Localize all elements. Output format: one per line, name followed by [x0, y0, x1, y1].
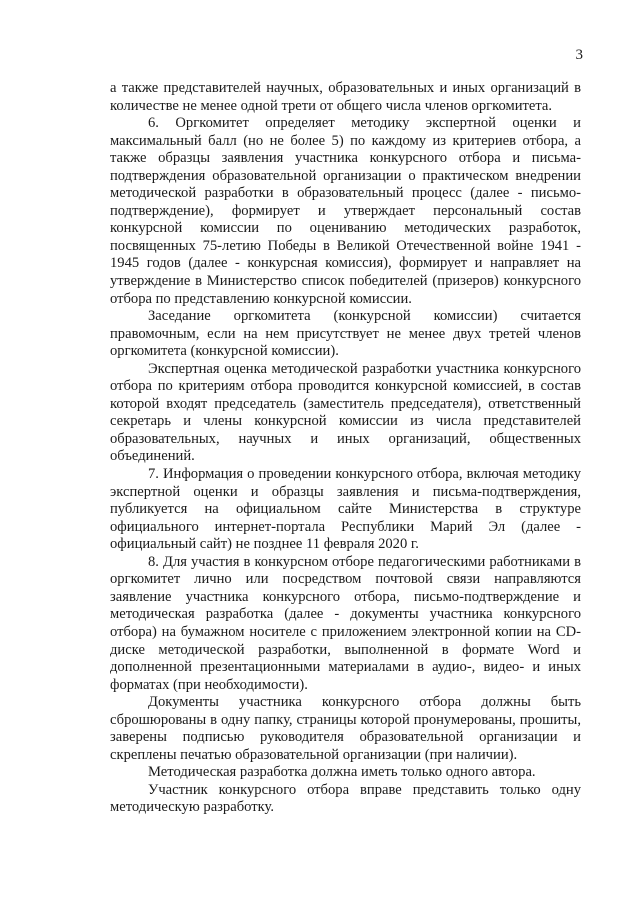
document-body	[110, 80, 581, 817]
paragraph-continuation: а также представителей научных, образовательных и иных организаций в количестве не менее одной трети от общего числа членов оргкомитета.	[110, 80, 581, 114]
paragraph-item-8: 8. Для участия в конкурсном отборе педагогическими работниками в оргкомитет лично или посредством почтовой связи направляются заявление участника конкурсного отбора, письмо-подтверждение и методическая разработка (далее - документы участника конкурсного отбора) на бумажном носителе с приложением электронной копии на CD-диске методической разработки, выполненной в формате Word и дополненной презентационными материалами в аудио-, видео- и иных форматах (при необходимости).	[110, 553, 581, 693]
page-number: 3	[575, 47, 583, 63]
paragraph-item-7: 7. Информация о проведении конкурсного отбора, включая методику экспертной оценки и образцы заявления и письма-подтверждения, публикуется на официальном сайте Министерства в структуре официального интернет-портала Республики Марий Эл (далее - официальный сайт) не позднее 11 февраля 2020 г.	[110, 466, 581, 553]
paragraph-single-author: Методическая разработка должна иметь только одного автора.	[148, 764, 536, 781]
paragraph-meeting-quorum: Заседание оргкомитета (конкурсной комиссии) считается правомочным, если на нем присутствует не менее двух третей членов оргкомитета (конкурсной комиссии).	[110, 308, 581, 360]
paragraph-item-6: 6. Оргкомитет определяет методику экспертной оценки и максимальный балл (но не более 5) по каждому из критериев отбора, а также образцы заявления участника конкурсного отбора и письма-подтверждения образовательной организации о практическом внедрении методической разработки в образовательный процесс (далее - письмо-подтверждение), формирует и утверждает персональный состав конкурсной комиссии по оцениванию методических разработок, посвященных 75-летию Победы в Великой Отечественной войне 1941 - 1945 годов (далее - конкурсная комиссия), формирует и направляет на утверждение в Министерство список победителей (призеров) конкурсного отбора по представлению конкурсной комиссии.	[110, 115, 581, 307]
paragraph-documents-binding: Документы участника конкурсного отбора должны быть сброшюрованы в одну папку, страницы которой пронумерованы, прошиты, заверены подписью руководителя образовательной организации и скреплены печатью образовательной организации (при наличии).	[110, 694, 581, 763]
paragraph-single-submission: Участник конкурсного отбора вправе представить только одну методическую разработку.	[110, 781, 581, 816]
paragraph-expert-evaluation: Экспертная оценка методической разработки участника конкурсного отбора по критериям отбора проводится конкурсной комиссией, в состав которой входят председатель (заместитель председателя), ответственный секретарь и члены конкурсной комиссии из числа представителей образовательных, научных и иных организаций, общественных объединений.	[110, 360, 581, 465]
